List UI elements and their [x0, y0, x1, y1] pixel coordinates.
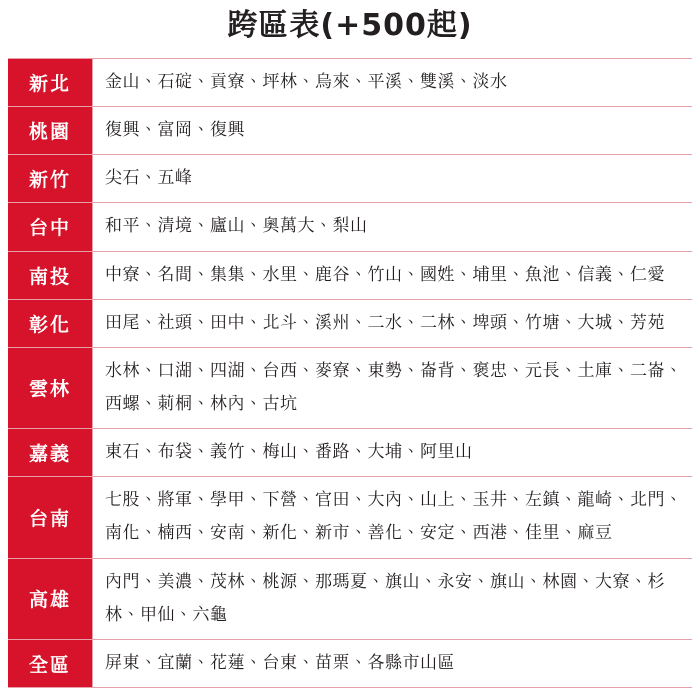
- region-label: 桃園: [8, 107, 93, 155]
- area-list: 尖石、五峰: [105, 168, 193, 189]
- area-list: 金山、石碇、貢寮、坪林、烏來、平溪、雙溪、淡水: [105, 72, 508, 92]
- area-list: 和平、清境、廬山、奧萬大、梨山: [105, 216, 368, 237]
- table-row: [8, 347, 692, 428]
- cross-region-table: [8, 58, 692, 688]
- region-label: 高雄: [8, 558, 93, 639]
- area-list: 東石、布袋、義竹、梅山、番路、大埔、阿里山: [105, 442, 473, 463]
- table-row: [8, 477, 692, 558]
- table-row: [8, 429, 692, 477]
- area-list: 中寮、名間、集集、水里、鹿谷、竹山、國姓、埔里、魚池、信義、仁愛: [105, 264, 665, 285]
- table-row: [8, 299, 692, 347]
- area-list: 屏東、宜蘭、花蓮、台東、苗栗、各縣市山區: [105, 652, 455, 673]
- area-list: 七股、將軍、學甲、下營、官田、大內、山上、玉井、左鎮、龍崎、北門、南化、楠西、安南、新化、新市、善化、安定、西港、佳里、麻豆: [105, 490, 683, 544]
- region-label: 台中: [8, 203, 93, 251]
- region-label: 雲林: [8, 347, 93, 428]
- table-row: [8, 59, 692, 107]
- region-label: 台南: [8, 477, 93, 558]
- region-label: 彰化: [8, 299, 93, 347]
- table-body: [8, 59, 692, 688]
- table-row: [8, 558, 692, 639]
- table-row: [8, 251, 692, 299]
- region-label: 新竹: [8, 155, 93, 203]
- region-label: 南投: [8, 251, 93, 299]
- region-label: 全區: [8, 639, 93, 687]
- area-list: 水林、口湖、四湖、台西、麥寮、東勢、崙背、褒忠、元長、土庫、二崙、西螺、莿桐、林內、古坑: [105, 360, 683, 414]
- area-list: 復興、富岡、復興: [105, 120, 245, 141]
- table-row: [8, 107, 692, 155]
- region-label: 新北: [8, 59, 93, 107]
- table-row: [8, 639, 692, 687]
- region-label: 嘉義: [8, 429, 93, 477]
- area-list: 田尾、社頭、田中、北斗、溪州、二水、二林、埤頭、竹塘、大城、芳苑: [105, 312, 665, 333]
- page-title: 跨區表(+500起): [227, 8, 473, 43]
- table-row: [8, 155, 692, 203]
- area-list: 內門、美濃、茂林、桃源、那瑪夏、旗山、永安、旗山、林園、大寮、杉林、甲仙、六龜: [105, 571, 665, 625]
- table-row: [8, 203, 692, 251]
